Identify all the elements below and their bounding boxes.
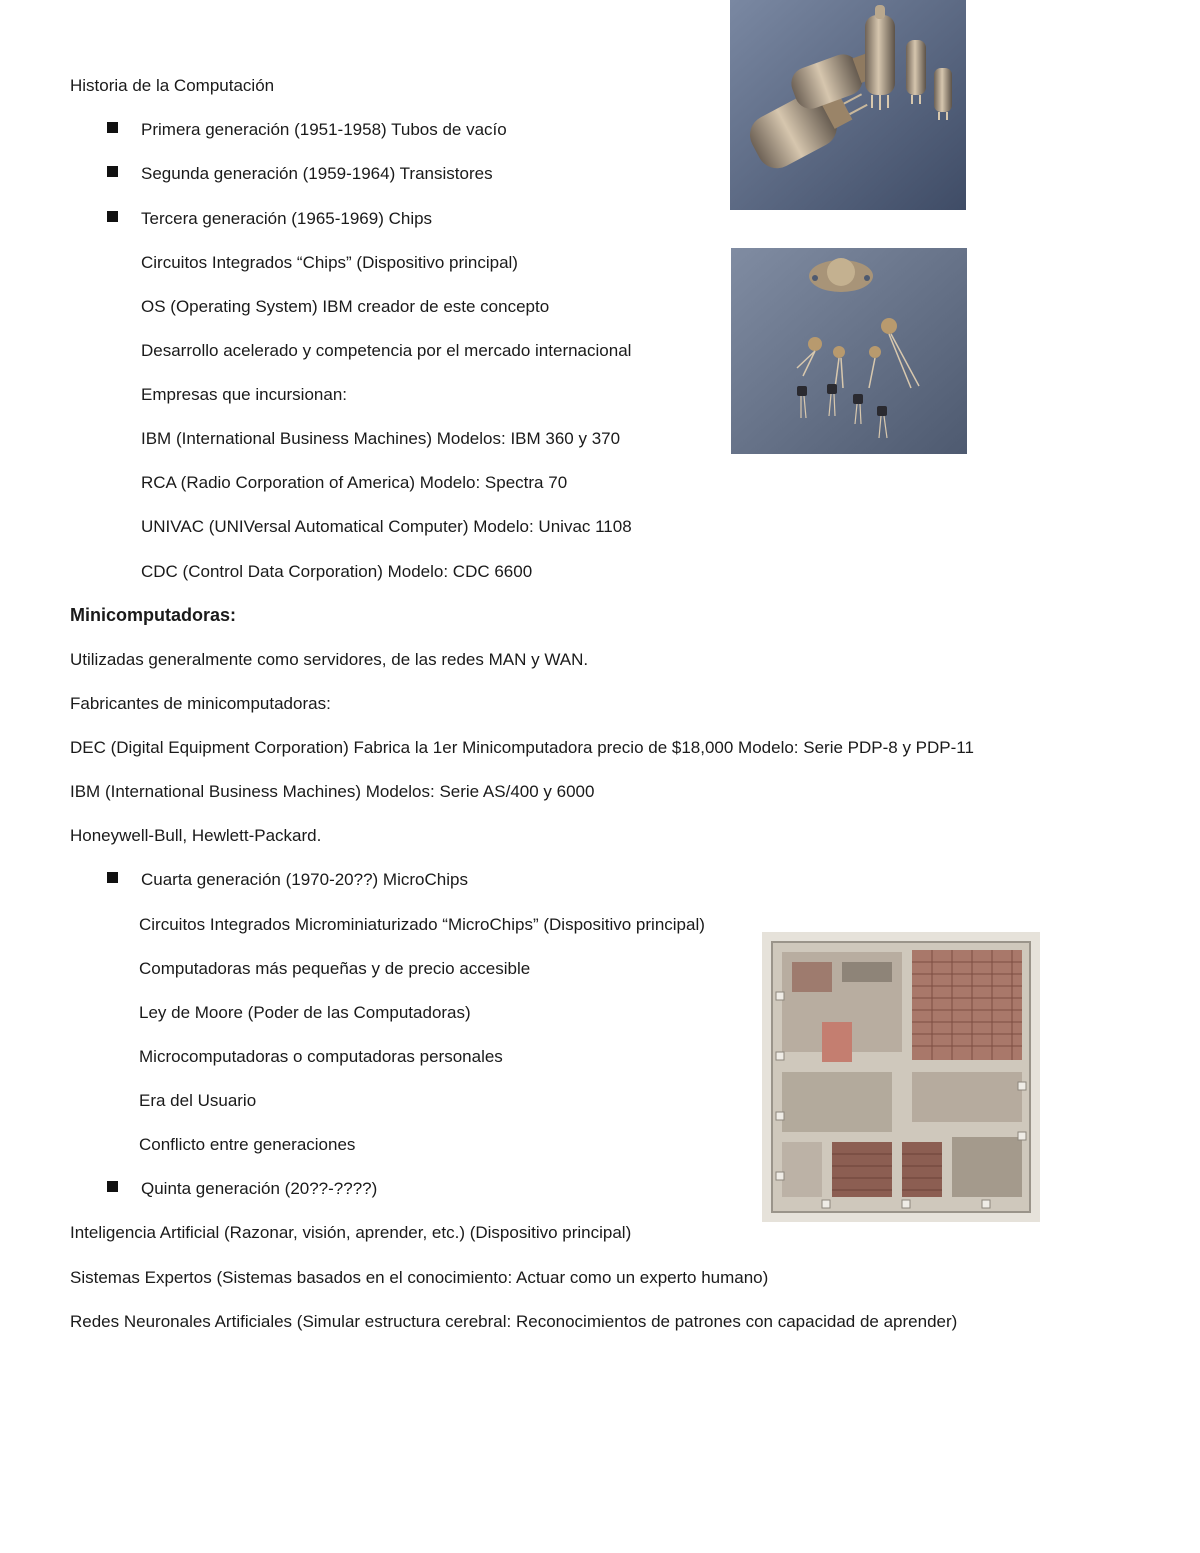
bullet-icon — [107, 211, 118, 222]
gen4-detail: Microcomputadoras o computadoras personales — [139, 1047, 503, 1066]
gen5-line: Sistemas Expertos (Sistemas basados en el conocimiento: Actuar como un experto humano) — [70, 1268, 769, 1287]
vacuum-tubes-photo — [730, 0, 966, 210]
document-title: Historia de la Computación — [70, 76, 275, 95]
bullet-icon — [107, 1181, 118, 1192]
gen4-detail: Circuitos Integrados Microminiaturizado “MicroChips” (Dispositivo principal) — [139, 915, 705, 934]
gen3-detail: Empresas que incursionan: — [141, 385, 348, 404]
mini-line: DEC (Digital Equipment Corporation) Fabrica la 1er Minicomputadora precio de $18,000 Modelo: Serie PDP-8 y PDP-11 — [70, 738, 974, 757]
gen2-item: Segunda generación (1959-1964) Transistores — [141, 164, 493, 183]
gen3-detail: IBM (International Business Machines) Modelos: IBM 360 y 370 — [141, 429, 621, 448]
gen3-detail: CDC (Control Data Corporation) Modelo: CDC 6600 — [141, 562, 533, 581]
mini-line: Honeywell-Bull, Hewlett-Packard. — [70, 826, 322, 845]
gen3-detail: Circuitos Integrados “Chips” (Dispositivo principal) — [141, 253, 518, 272]
gen4-detail: Ley de Moore (Poder de las Computadoras) — [139, 1003, 471, 1022]
gen5-line: Inteligencia Artificial (Razonar, visión, aprender, etc.) (Dispositivo principal) — [70, 1223, 632, 1242]
gen4-detail: Era del Usuario — [139, 1091, 257, 1110]
mini-line: Utilizadas generalmente como servidores, de las redes MAN y WAN. — [70, 650, 589, 669]
gen5-line: Redes Neuronales Artificiales (Simular estructura cerebral: Reconocimientos de patrones con capacidad de aprender) — [70, 1312, 958, 1331]
gen3-detail: UNIVAC (UNIVersal Automatical Computer) Modelo: Univac 1108 — [141, 517, 632, 536]
mini-line: IBM (International Business Machines) Modelos: Serie AS/400 y 6000 — [70, 782, 595, 801]
gen1-item: Primera generación (1951-1958) Tubos de vacío — [141, 120, 507, 139]
microchip-die-photo — [762, 932, 1040, 1222]
gen3-detail: Desarrollo acelerado y competencia por el mercado internacional — [141, 341, 632, 360]
gen3-detail: OS (Operating System) IBM creador de este concepto — [141, 297, 550, 316]
gen5-item: Quinta generación (20??-????) — [141, 1179, 378, 1198]
gen3-detail: RCA (Radio Corporation of America) Modelo: Spectra 70 — [141, 473, 568, 492]
gen4-item: Cuarta generación (1970-20??) MicroChips — [141, 870, 468, 889]
gen3-item: Tercera generación (1965-1969) Chips — [141, 209, 433, 228]
transistors-photo — [731, 248, 967, 454]
mini-line: Fabricantes de minicomputadoras: — [70, 694, 331, 713]
bullet-icon — [107, 872, 118, 883]
minicomputers-heading: Minicomputadoras: — [70, 605, 237, 625]
bullet-icon — [107, 166, 118, 177]
gen4-detail: Conflicto entre generaciones — [139, 1135, 356, 1154]
bullet-icon — [107, 122, 118, 133]
gen4-detail: Computadoras más pequeñas y de precio accesible — [139, 959, 531, 978]
